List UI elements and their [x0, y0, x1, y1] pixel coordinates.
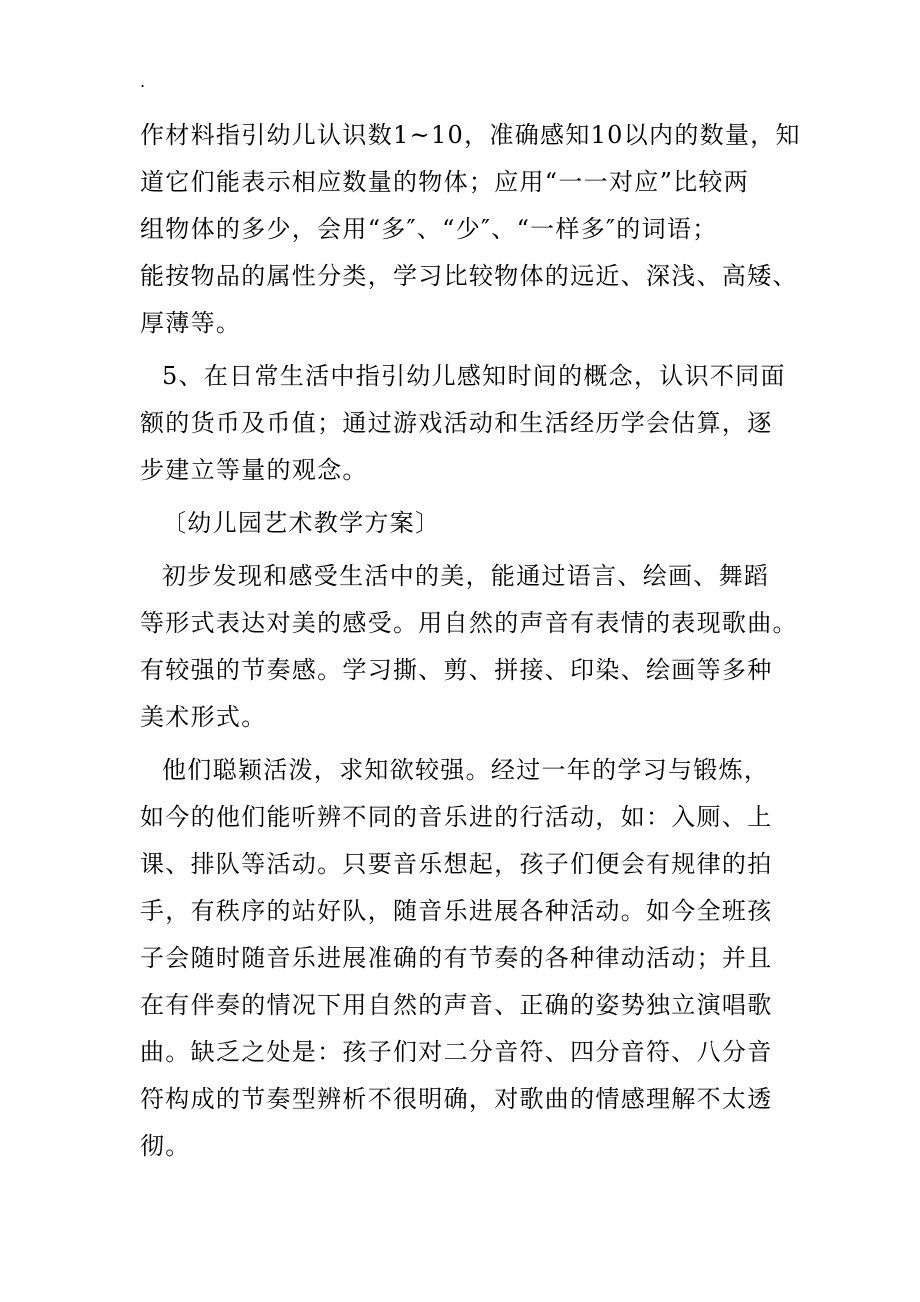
text-line: 厚薄等。	[140, 309, 242, 337]
paragraph-math-content	[140, 112, 801, 347]
text-line: 组物体的多少，会用“多″、“少″、“一样多″的词语；	[140, 215, 718, 243]
text-line: 手，有秩序的站好队，随音乐进展各种活动。如今全班孩	[140, 897, 773, 925]
text-line: 如今的他们能听辨不同的音乐进的行活动，如：入厕、上	[140, 803, 773, 831]
section-heading-art	[140, 500, 780, 547]
document-body	[140, 112, 801, 1170]
text-line: 道它们能表示相应数量的物体；应用“一一对应”比较两	[140, 168, 750, 196]
text-line: 步建立等量的观念。	[140, 456, 368, 484]
text-line: 他们聪颖活泼，求知欲较强。经过一年的学习与锻炼，	[162, 756, 770, 784]
text-line: 作材料指引幼儿认识数1~10，准确感知10以内的数量，知	[140, 121, 801, 149]
paragraph-time-concept	[140, 353, 786, 494]
text-line: 彻。	[140, 1132, 191, 1160]
text-line: 额的货币及币值；通过游戏活动和生活经历学会估算，逐	[140, 409, 773, 437]
text-line: 曲。缺乏之处是：孩子们对二分音符、四分音符、八分音	[140, 1038, 773, 1066]
text-line: 课、排队等活动。只要音乐想起，孩子们便会有规律的拍	[140, 850, 773, 878]
paragraph-art-goals	[140, 553, 798, 741]
text-line: 子会随时随音乐进展准确的有节奏的各种律动活动；并且	[140, 944, 773, 972]
text-line: 在有伴奏的情况下用自然的声音、正确的姿势独立演唱歌	[140, 991, 773, 1019]
text-line: 初步发现和感受生活中的美，能通过语言、绘画、舞蹈	[162, 562, 770, 590]
text-line: 能按物品的属性分类，学习比较物体的远近、深浅、高矮、	[140, 262, 798, 290]
text-line: 美术形式。	[140, 703, 267, 731]
paragraph-class-analysis	[140, 747, 780, 1170]
heading-line: 〔幼儿园艺术教学方案〕	[162, 509, 441, 537]
text-line: 有较强的节奏感。学习撕、剪、拼接、印染、绘画等多种	[140, 656, 773, 684]
text-line: 5、在日常生活中指引幼儿感知时间的概念，认识不同面	[162, 362, 786, 390]
header-dot: .	[140, 72, 146, 91]
text-line: 等形式表达对美的感受。用自然的声音有表情的表现歌曲。	[140, 609, 798, 637]
text-line: 符构成的节奏型辨析不很明确，对歌曲的情感理解不太透	[140, 1085, 773, 1113]
